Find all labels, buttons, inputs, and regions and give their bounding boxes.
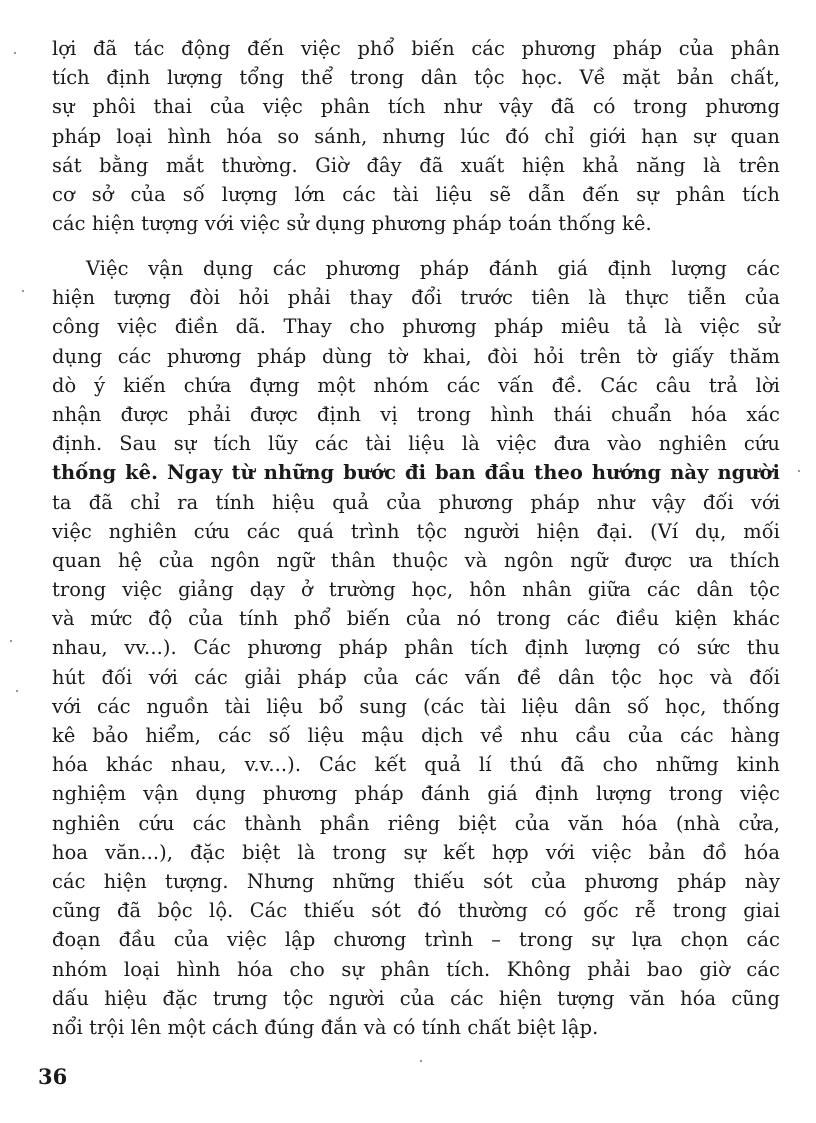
- text-line: nổi trội lên một cách đúng đắn và có tính chất biệt lập.: [52, 1015, 599, 1039]
- text-line: Việc vận dụng các phương pháp đánh giá định lượng các: [86, 257, 780, 280]
- scan-speck: [22, 290, 24, 292]
- text-line: kê bảo hiểm, các số liệu mậu dịch về nhu cầu của các hàng: [52, 724, 780, 747]
- page-number: 36: [38, 1064, 68, 1089]
- text-line: nhau, vv...). Các phương pháp phân tích định lượng có sức thu: [52, 636, 780, 660]
- text-line: công việc điền dã. Thay cho phương pháp miêu tả là việc sử: [52, 315, 780, 339]
- text-line: việc nghiên cứu các quá trình tộc người hiện đại. (Ví dụ, mối: [52, 519, 780, 543]
- text-line: ta đã chỉ ra tính hiệu quả của phương pháp như vậy đối với: [52, 490, 780, 514]
- text-line: đoạn đầu của việc lập chương trình – trong sự lựa chọn các: [52, 928, 780, 952]
- text-line: sát bằng mắt thường. Giờ đây đã xuất hiện khả năng là trên: [52, 153, 780, 177]
- text-line: dụng các phương pháp dùng tờ khai, đòi hỏi trên tờ giấy thăm: [52, 344, 780, 368]
- text-line: thống kê. Ngay từ những bước đi ban đầu theo hướng này người: [52, 461, 780, 485]
- text-line: và mức độ của tính phổ biến của nó trong các điều kiện khác: [52, 607, 780, 631]
- scan-speck: [14, 52, 16, 54]
- scan-speck: [10, 640, 12, 642]
- text-line: cũng đã bộc lộ. Các thiếu sót đó thường có gốc rễ trong giai: [52, 899, 780, 923]
- paragraph-1: [52, 34, 780, 238]
- text-line: nhận được phải được định vị trong hình thái chuẩn hóa xác: [52, 402, 780, 426]
- text-line: với các nguồn tài liệu bổ sung (các tài liệu dân số học, thống: [52, 694, 780, 718]
- text-line: quan hệ của ngôn ngữ thân thuộc và ngôn ngữ được ưa thích: [52, 548, 780, 572]
- text-line: hút đối với các giải pháp của các vấn đề dân tộc học và đối: [52, 665, 780, 689]
- text-line: lợi đã tác động đến việc phổ biến các phương pháp của phân: [52, 37, 780, 60]
- text-line: định. Sau sự tích lũy các tài liệu là việc đưa vào nghiên cứu: [52, 432, 780, 456]
- text-line: nghiên cứu các thành phần riêng biệt của văn hóa (nhà cửa,: [52, 811, 780, 835]
- text-line: hoa văn...), đặc biệt là trong sự kết hợp với việc bản đồ hóa: [52, 840, 780, 864]
- scan-speck: [798, 470, 800, 472]
- scan-speck: [420, 1060, 422, 1062]
- text-line: nhóm loại hình hóa cho sự phân tích. Không phải bao giờ các: [52, 957, 780, 981]
- text-line: dấu hiệu đặc trưng tộc người của các hiện tượng văn hóa cũng: [52, 986, 780, 1010]
- text-line: hóa khác nhau, v.v...). Các kết quả lí thú đã cho những kinh: [52, 753, 780, 777]
- scan-speck: [16, 690, 18, 692]
- text-line: dò ý kiến chứa đựng một nhóm các vấn đề. Các câu trả lời: [52, 373, 780, 397]
- text-line: hiện tượng đòi hỏi phải thay đổi trước tiên là thực tiễn của: [52, 286, 780, 310]
- text-line: tích định lượng tổng thể trong dân tộc học. Về mặt bản chất,: [52, 66, 780, 90]
- text-line: cơ sở của số lượng lớn các tài liệu sẽ dẫn đến sự phân tích: [52, 182, 780, 206]
- text-line: nghiệm vận dụng phương pháp đánh giá định lượng trong việc: [52, 782, 780, 806]
- text-line: các hiện tượng với việc sử dụng phương pháp toán thống kê.: [52, 212, 652, 236]
- paragraph-2: [52, 254, 780, 1042]
- text-line: sự phôi thai của việc phân tích như vậy đã có trong phương: [52, 95, 780, 119]
- text-line: trong việc giảng dạy ở trường học, hôn nhân giữa các dân tộc: [52, 578, 780, 602]
- text-line: pháp loại hình hóa so sánh, nhưng lúc đó chỉ giới hạn sự quan: [52, 124, 780, 148]
- text-line: các hiện tượng. Nhưng những thiếu sót của phương pháp này: [52, 869, 780, 893]
